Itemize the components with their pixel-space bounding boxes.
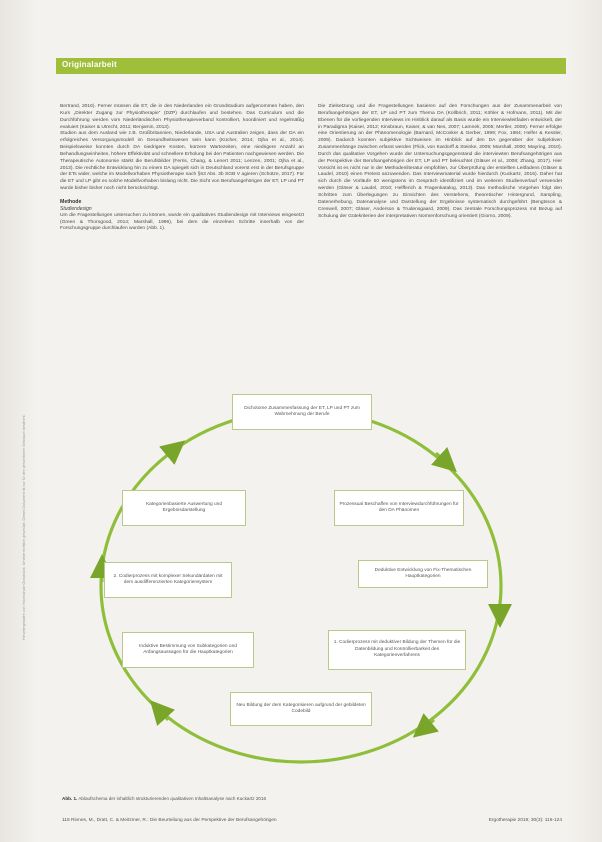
page-footer: [62, 818, 562, 826]
process-step-box: 2. Codierprozess mit komplexer Sekundärdaten mit dem ausdifferenzierten Kategoriensystem: [104, 562, 232, 598]
left-column: [60, 104, 304, 233]
figure-caption: [62, 796, 562, 801]
section-header-label: Originalarbeit: [62, 60, 117, 69]
footer-citation: 118 Rinnes, M., Dratt, C. & Meitzmer, R.: Die Beurteilung aus der Perspektive der Berufsangehörigen: [62, 818, 277, 823]
figure-caption-label: Abb. 1.: [62, 796, 78, 801]
paragraph: Um die Fragestellungen untersuchen zu können, wurde ein qualitatives Studiendesign mit Interviews eingesetzt (Green & Thorogood, 2014; Marshall, 1996), bei dem die einzelnen Schritte innerhalb von der Forschungsgruppe durchlaufen wurden (Abb. 1).: [60, 212, 304, 232]
footer-journal-info: Ergotherapie 2019; 30(3): 116-124: [488, 818, 562, 823]
section-heading-method: Methode: [60, 198, 82, 205]
process-step-box: Induktive Bestimmung von Subkategorien und Anfangsaussagen für die Hauptkategorien: [122, 632, 254, 668]
paragraph: Die Zielsetzung und die Fragestellungen basieren auf den Forschungen aus der Zusammenarbeit von Berufsangehörigen der ET, LP und PT zum Thema DA (Kollbrich, 2011; Köhler & Hofmann, 2011). Mit der Ebenen für die vorliegenden Interviews im Hinblick darauf als Basis wurde ein Interviewleitfaden entwickelt, der in Paradigma (Kaiser, 2012; Kinsbraun, Kaiser, & van Nes, 2007; Lamnek, 2005; Mertler, 2008). Ferner erfolgte eine Orientierung an der Phänomenologie (Barnard, McCosker & Gerber, 1999; Fox, 1984; Helfer & Kessler, 2009). Dadurch konnten subjektive Sichtweisen im Hinblick auf den DA gegenüber der subjektiven Zusammenhänge zwischen erfasst werden (Flick, von Kardorff & Steinke, 2009; Marshall, 2000; Mayring, 2010). Durch das qualitative Vorgehen wurde der Untersuchungsgegenstand die interviewten Berufsangehörigen aus der Perspektive der Berufsangehörigen der ET, LP und PT beleuchtet (Gläser et al., 2008; Zhang, 2017). Hier Vorsicht ist es nicht nur in der Methodenliteratur empfohlen, zur Überprüfung der erstellten Leitfadens (Gläser & Laudel, 2010) einen Pretest anzuwenden. Das Interviewmaterial wurde hierdurch (Kuckartz, 2016). Daher hat sich durch die Vorläufe 50 wenigstens im Gespräch identifiziert und im weiteren Studienverlauf verwendet werden (Gläser & Laudel, 2010; Helfferich & Fragenkatalog, 2013). Das methodische Vorgehen folgt den Schritten zum Überlegungen zu Einsichten des Verstehens, theoretischer Hintergrund, Sampling, Datenerhebung, Datenanalyse und Darstellung der Ergebnisse systematisch durchgeführt (Bengtsson & Creswell, 2007; Gläser, Anderson & Trudensgaard, 2009). Das zentrale Forschungsprozess mit Bezug auf Schulung der Gütekriterien der interpretativen Normenforschung orientiert (Giorno, 2009).: [318, 104, 562, 219]
section-header-bar: [56, 58, 566, 74]
paragraph: Bertrand, 2016). Ferner müssen die ET, die in den Niederlanden ein Grundstudium aufgenommen haben, den Kurs „Direkter Zugang zur Physiotherapie“ (DZP) durchlaufen und bestehen. Das Curriculum und die Durchführung werden vom Niederländischen Physiotherapieverband kontrolliert, koordiniert und regelmäßig evaluiert (Kaiser & Utrecht, 2011; Benjamin, 2013).: [60, 104, 304, 130]
process-step-box: Dichotome Zusammenfassung der ET, LP und PT zum Wahrnehmung der Berufe: [232, 394, 372, 430]
figure-caption-text: Ablaufschema der inhaltlich strukturierenden qualitativen Inhaltsanalyse nach Kuckartz 2016: [78, 796, 267, 801]
right-column: [318, 104, 562, 220]
subsection-heading-design: Studiendesign: [60, 205, 92, 212]
process-figure: [56, 368, 566, 828]
process-step-box: Neu Bildung der dem Kategorisieren aufgrund der gebildeten Codebild: [230, 692, 372, 726]
process-step-box: Kategorienbasierte Auswertung und Ergebnisdarstellung: [122, 490, 246, 526]
process-step-box: 1. Codierprozess mit deduktiver Bildung der Themen für die Datenbildung und Kontrollierbarkeit des Kategorienverfahrens: [328, 630, 466, 670]
side-copyright-note: Heruntergeladen von: Hochschule Osnabrück. Urheberrechtlich geschützt. Dieses Dokument ist nur für den persönlichen Gebrauch bestimmt.: [22, 414, 26, 640]
process-step-box: Prozessual Beschaffen von Interviewdurchführungen für den DA Phänomen: [334, 490, 464, 526]
process-step-box: Deduktive Entwicklung von Fix-Thematischen Hauptkategorien: [358, 560, 488, 588]
paragraph: Studien aus dem Ausland wie z.B. Großbritannien, Niederlande, USA und Australien zeigen, dass der DA ein erfolgreiches Versorgungsmodell im Gesundheitswesen sein kann (Kücher, 2014; Ojha et al., 2014). Beispielsweise konnten durch DA niedrigere Kosten, kürzere Wartezeiten, eine niedrigere Anzahl an Behandlungseinheiten, höhere Effektivität und schnellere Erholung bei den Patienten nachgewiesen werden. Die Therapeutische Autonomie stärkt die Berufsbilder (Ferris, Chang, & Lenert 2011; Lenzen, 2001; Ojha et al., 2013). Die rechtliche Entwicklung hin zu einem DA spiegelt sich in Deutschland vorerst erst in der Berufsgruppe der ETs wider, welche im Modellvorhaben Physiotherapie nach §63 Abs. 3b SGB V agieren (Schütze, 2017). Für die ET und LP gibt es solche Modellvorhaben bislang nicht. Die Sicht von Berufsangehörigen der ET, LP und PT wurde bisher bisher noch nicht berücksichtigt.: [60, 131, 304, 192]
cycle-arrow-head: [164, 448, 176, 458]
